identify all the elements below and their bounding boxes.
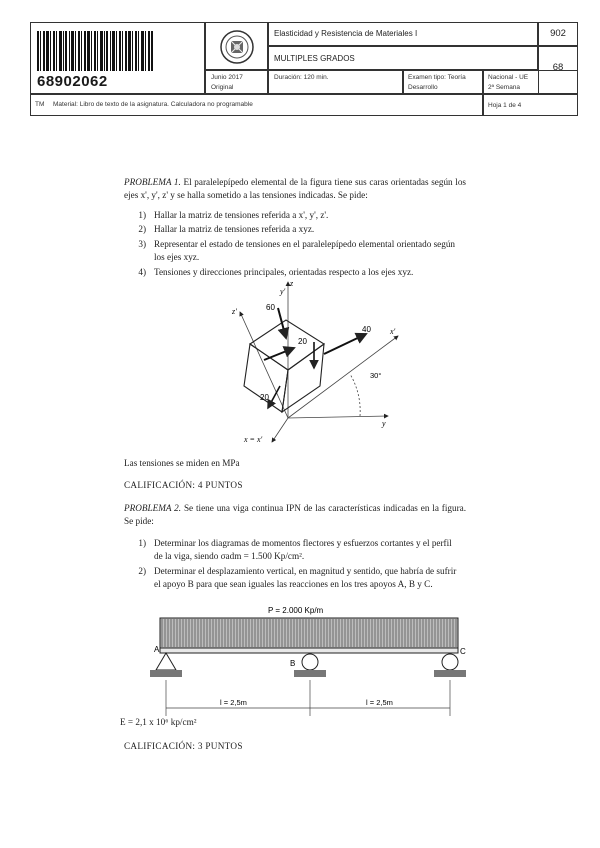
session-cell [483,70,578,94]
sheet-cell [483,94,578,116]
exam-type: MULTIPLES GRADOS [274,54,355,63]
stress-40-label: 40 [362,325,371,334]
page-code: 68 [552,62,564,73]
problem1-score: CALIFICACIÓN: 4 PUNTOS [124,480,243,490]
exam-model-label: Examen tipo: Teoría [408,74,466,81]
logo-cell [205,22,268,70]
session-value: 2ª Semana [488,84,521,91]
x-prime-label: x' [390,327,396,336]
stress-60-label: 60 [266,303,275,312]
stress-arrow-40 [324,334,366,354]
item-text: Tensiones y direcciones principales, orientadas respecto a los ejes xyz. [154,267,414,277]
subject-title: Elasticidad y Resistencia de Materiales I [274,29,418,38]
load-label: P = 2.000 Kp/m [268,606,324,615]
support-c [434,654,466,677]
stress-20b-label: 20 [260,393,269,402]
x-axis-line [272,418,288,442]
material-label: Material: Libro de texto de la asignatura. Calculadora no programable [53,101,253,108]
exam-model-cell [403,70,483,94]
y-axis-line [288,416,388,418]
subject-cell [268,22,538,46]
barcode-cell [30,22,205,94]
beam [160,648,458,653]
exam-model-value: Desarrollo [408,84,438,91]
exam-code: 68902062 [37,73,108,90]
material-cell [30,94,483,116]
item-text: Determinar el desplazamiento vertical, en magnitud y sentido, que habría de sufrir el apoyo B para que sean iguales las reacciones en los tres apoyos A, B y C. [154,566,457,589]
problem2-intro [124,502,466,527]
session-date-cell [205,70,268,94]
span-1-label: l = 2,5m [220,698,247,707]
problem2-score: CALIFICACIÓN: 3 PUNTOS [124,741,243,751]
z-prime-label: z' [232,307,237,316]
duration-cell [268,70,403,94]
exam-type-cell [268,46,538,70]
item-text: Determinar los diagramas de momentos flectores y esfuerzos cortantes y el perfil de la viga, siendo σadm = 1.500 Kp/cm². [154,538,452,561]
problem1-label: PROBLEMA 1. [124,177,181,187]
stress-arrow-60 [278,308,286,338]
span-2-label: l = 2,5m [366,698,393,707]
university-seal-icon [219,29,255,65]
barcode-image [37,31,153,71]
item-number: 4) [138,267,146,277]
original-label: Original [211,84,234,91]
item-number: 2) [138,224,146,234]
y-prime-axis-line [288,336,398,418]
support-b [294,654,326,677]
item-text: Representar el estado de tensiones en el paralelepípedo elemental orientado según los ejes xyz. [154,239,456,262]
distributed-load [160,618,458,648]
modulus-label: E = 2,1 x 10⁶ kp/cm² [120,717,197,727]
problem1-intro [124,176,466,201]
problem2-text: Se tiene una viga continua IPN de las características indicadas en la figura. Se pide: [124,503,467,526]
support-a-label: A [154,645,160,654]
support-a [150,653,182,677]
stress-element-figure [220,278,410,448]
angle-arc [350,374,360,416]
support-b-label: B [290,659,296,668]
x-axis-label: x = x' [244,435,263,444]
stress-20a-label: 20 [298,337,307,346]
item-number: 2) [138,566,146,576]
stress-arrow-20-top [264,348,294,360]
problem2-label: PROBLEMA 2. [124,503,182,513]
y-top-label: y' [280,287,286,296]
beam-figure [140,604,480,722]
problem1-text: El paralelepípedo elemental de la figura tiene sus caras orientadas según los ejes x', y', z' y se halla sometido a las tensiones indicadas. Se pide: [124,177,467,200]
subject-code: 902 [550,28,566,39]
item-text: Hallar la matriz de tensiones referida a x', y', z'. [154,210,329,220]
duration-label: Duración: 120 min. [274,74,329,81]
exam-header [30,22,578,116]
z-axis-label: z [290,279,294,288]
item-number: 1) [138,538,146,548]
material-prefix: TM [35,101,45,108]
item-number: 3) [138,239,146,249]
support-c-label: C [460,647,466,656]
year-label: Junio 2017 [211,74,243,81]
item-text: Hallar la matriz de tensiones referida a xyz. [154,224,315,234]
sheet-label: Hoja 1 de 4 [488,102,522,109]
item-number: 1) [138,210,146,220]
y-axis-label: y [382,419,386,428]
session-label: Nacional - UE [488,74,529,81]
angle-label: 30° [370,371,382,380]
units-note: Las tensiones se miden en MPa [124,458,240,468]
subject-code-cell [538,22,578,46]
